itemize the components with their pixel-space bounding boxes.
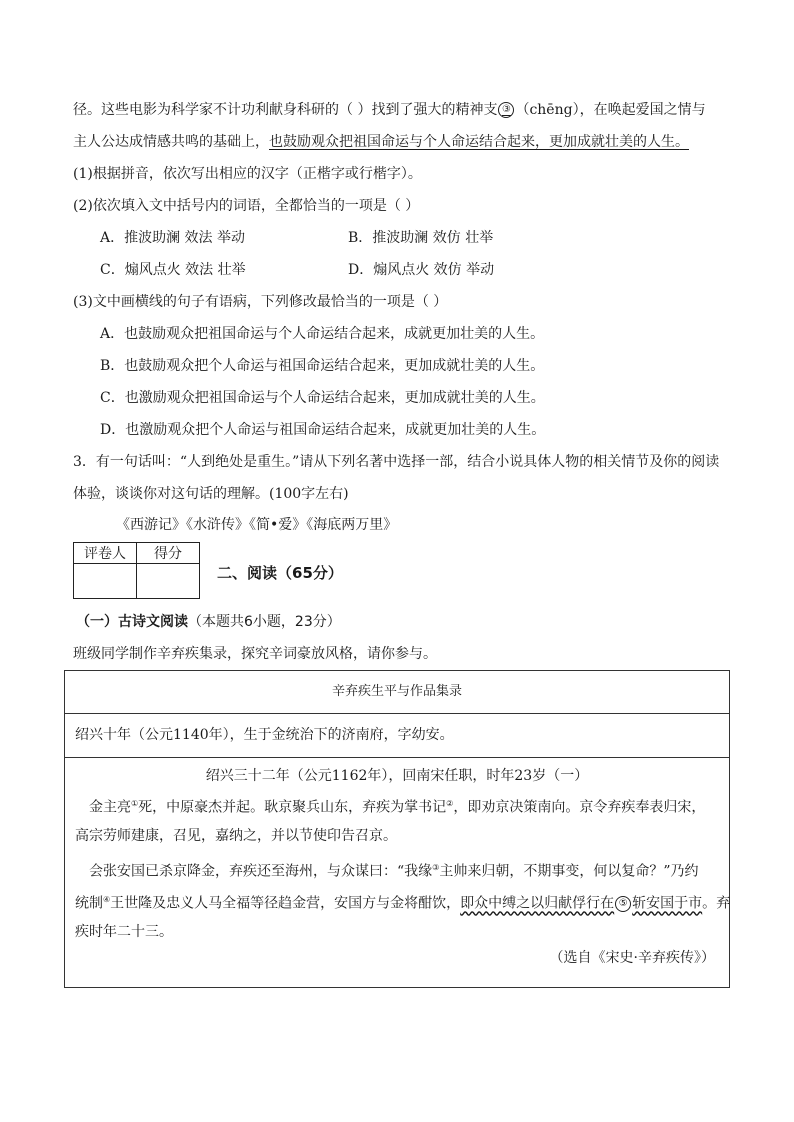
question-1: (1)根据拼音，依次写出相应的汉字（正楷字或行楷字）。 xyxy=(73,166,422,182)
box-row-birth xyxy=(65,713,729,758)
blank-marker-5: ⑤ xyxy=(615,896,631,912)
bio-text: 统制 xyxy=(75,895,103,912)
question-4-line-2: 体验，谈谈你对这句话的理解。(100字左右) xyxy=(73,486,349,502)
bio-text: 。弃 xyxy=(702,895,731,912)
collection-box xyxy=(64,670,730,988)
intro-text: 主人公达成情感共鸣的基础上， xyxy=(73,134,269,150)
footnote-4: ④ xyxy=(103,895,111,904)
footnote-1: ① xyxy=(131,799,139,808)
q2-option-d: D．煽风点火 效仿 举动 xyxy=(348,262,495,278)
footnote-2: ② xyxy=(446,799,454,808)
intro-text: （chēng），在唤起爱国之情与 xyxy=(515,102,706,118)
q2-option-c: C．煽风点火 效法 壮举 xyxy=(100,262,246,278)
grader-cell xyxy=(74,564,137,599)
box-row-biography xyxy=(65,757,729,989)
score-table xyxy=(73,542,200,599)
bio-line-2: 高宗劳师建康，召见，嘉纳之，并以节使印告召京。 xyxy=(75,828,397,844)
q2-option-a: A．推波助澜 效法 举动 xyxy=(100,230,246,246)
bio-text: 金主亮 xyxy=(89,799,131,816)
source-citation: （选自《宋史·辛弃疾传》） xyxy=(549,950,715,966)
section-title: 二、阅读（65分） xyxy=(217,564,343,582)
subsection-title xyxy=(76,611,341,631)
wavy-underlined-sentence: 斩安国于市 xyxy=(632,895,703,912)
intro-line-1 xyxy=(73,99,706,121)
bio-line-3 xyxy=(89,855,698,885)
bio-line-1 xyxy=(89,791,705,821)
q3-option-b: B．也鼓励观众把个人命运与祖国命运结合起来，更加成就壮美的人生。 xyxy=(100,358,545,374)
bio-text: ，即劝京决策南向。京令弃疾奉表归宋， xyxy=(453,799,706,816)
intro-line-2 xyxy=(73,131,689,153)
q3-option-c: C．也激励观众把祖国命运与个人命运结合起来，更加成就壮美的人生。 xyxy=(100,390,545,406)
subsection-note: （本题共6小题，23分） xyxy=(188,614,341,630)
bio-line-5: 疾时年二十三。 xyxy=(75,924,173,940)
book-list: 《西游记》《水浒传》《简•爱》《海底两万里》 xyxy=(116,517,398,533)
grader-header: 评卷人 xyxy=(74,543,137,564)
bio-text: 会张安国已杀京降金，弃疾还至海州，与众谋曰：“我缘 xyxy=(89,863,433,880)
subsection-bold: （一）古诗文阅读 xyxy=(76,614,188,630)
question-2-stem: (2)依次填入文中括号内的词语，全都恰当的一项是（ ） xyxy=(73,198,420,214)
question-4-line-1: 3．有一句话叫：“人到绝处是重生。”请从下列名著中选择一部，结合小说具体人物的相关情节及你的阅读 xyxy=(73,454,720,470)
wavy-underlined-sentence: 即众中缚之以归献俘行在 xyxy=(460,895,615,912)
score-header: 得分 xyxy=(137,543,200,564)
score-cell xyxy=(137,564,200,599)
bio-line-4 xyxy=(75,887,730,917)
question-3-stem: (3)文中画横线的句子有语病，下列修改最恰当的一项是（ ） xyxy=(73,294,448,310)
bio-text: 主帅来归朝，不期事变，何以复命？”乃约 xyxy=(439,863,699,880)
q3-option-a: A．也鼓励观众把祖国命运与个人命运结合起来，成就更加壮美的人生。 xyxy=(100,326,545,342)
box-title: 辛弃疾生平与作品集录 xyxy=(65,671,729,714)
footnote-3: ③ xyxy=(432,863,440,872)
q3-option-d: D．也激励观众把个人命运与祖国命运结合起来，成就更加壮美的人生。 xyxy=(100,422,546,438)
bio-text: 死，中原豪杰并起。耿京聚兵山东，弃疾为掌书记 xyxy=(138,799,447,816)
biography-heading: 绍兴三十二年（公元1162年），回南宋任职，时年23岁（一） xyxy=(205,768,589,784)
underlined-sentence: 也鼓励观众把祖国命运与个人命运结合起来，更加成就壮美的人生。 xyxy=(269,134,689,150)
birth-text: 绍兴十年（公元1140年），生于金统治下的济南府，字幼安。 xyxy=(75,727,454,743)
bio-text: 王世隆及忠义人马全福等径趋金营，安国方与金将酣饮， xyxy=(110,895,461,912)
q2-option-b: B．推波助澜 效仿 壮举 xyxy=(348,230,494,246)
intro-text: 径。这些电影为科学家不计功利献身科研的（ ）找到了强大的精神支 xyxy=(73,102,498,118)
blank-marker-3: ③ xyxy=(498,102,514,118)
section-intro: 班级同学制作辛弃疾集录，探究辛词豪放风格，请你参与。 xyxy=(73,646,437,662)
